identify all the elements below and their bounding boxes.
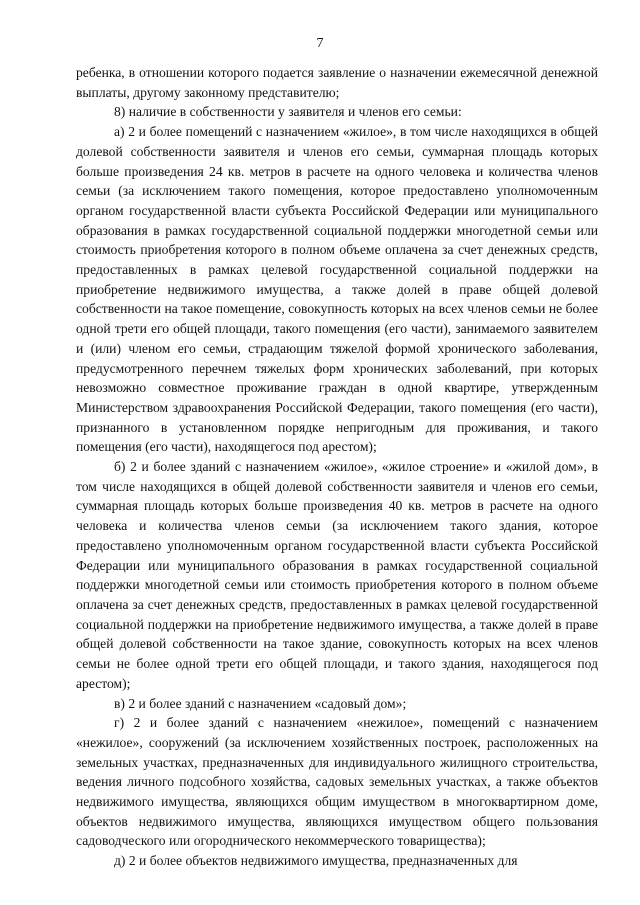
document-body [76, 63, 598, 871]
page-number: 7 [316, 36, 324, 51]
paragraph-item-v: в) 2 и более зданий с назначением «садовый дом»; [114, 695, 407, 711]
paragraph-item-g: г) 2 и более зданий с назначением «нежилое», помещений с назначением «нежилое», сооружений (за исключением хозяйственных построек, расположенных на земельных участках, предназначенных для индивидуального жилищного строительства, ведения личного подсобного хозяйства, садовых земельных участках, а также объектов недвижимого имущества, являющихся общим имуществом в многоквартирном доме, объектов недвижимого имущества, являющихся имуществом общего пользования садоводческого или огороднического некоммерческого товарищества); [76, 715, 598, 849]
paragraph-continuation: ребенка, в отношении которого подается заявление о назначении ежемесячной денежной выплаты, другому законному представителю; [76, 65, 598, 100]
paragraph-item-8: 8) наличие в собственности у заявителя и членов его семьи: [114, 104, 462, 120]
paragraph-item-d: д) 2 и более объектов недвижимого имущества, предназначенных для [114, 853, 518, 869]
paragraph-item-a: а) 2 и более помещений с назначением «жилое», в том числе находящихся в общей долевой собственности заявителя и членов его семьи, суммарная площадь которых больше произведения 24 кв. метров в расчете на одного человека и количества членов семьи (за исключением такого помещения, которое предоставлено уполномоченным органом государственной власти субъекта Российской Федерации или муниципального образования в рамках государственной социальной поддержки многодетной семьи или стоимость приобретения которого в полном объеме оплачена за счет денежных средств, предоставленных в рамках целевой государственной социальной поддержки на приобретение недвижимого имущества, а также долей в праве общей долевой собственности на такое помещение, совокупность которых на всех членов семьи не более одной трети его общей площади, такого помещения (его части), занимаемого заявителем и (или) членом его семьи, страдающим тяжелой формой хронического заболевания, предусмотренного перечнем тяжелых форм хронических заболеваний, при которых невозможно совместное проживание граждан в одной квартире, утвержденным Министерством здравоохранения Российской Федерации, такого помещения (его части), признанного в установленном порядке непригодным для проживания, и такого помещения (его части), находящегося под арестом); [76, 124, 598, 455]
paragraph-item-b: б) 2 и более зданий с назначением «жилое», «жилое строение» и «жилой дом», в том числе находящихся в общей долевой собственности заявителя и членов его семьи, суммарная площадь которых больше произведения 40 кв. метров в расчете на одного человека и количества членов семьи (за исключением такого здания, которое предоставлено уполномоченным органом государственной власти субъекта Российской Федерации или муниципального образования в рамках государственной социальной поддержки многодетной семьи или стоимость приобретения которого в полном объеме оплачена за счет денежных средств, предоставленных в рамках целевой государственной социальной поддержки на приобретение недвижимого имущества, а также долей в праве общей долевой собственности на такое здание, совокупность которых на всех членов семьи не более одной трети его общей площади, и такого здания, находящегося под арестом); [76, 459, 598, 691]
